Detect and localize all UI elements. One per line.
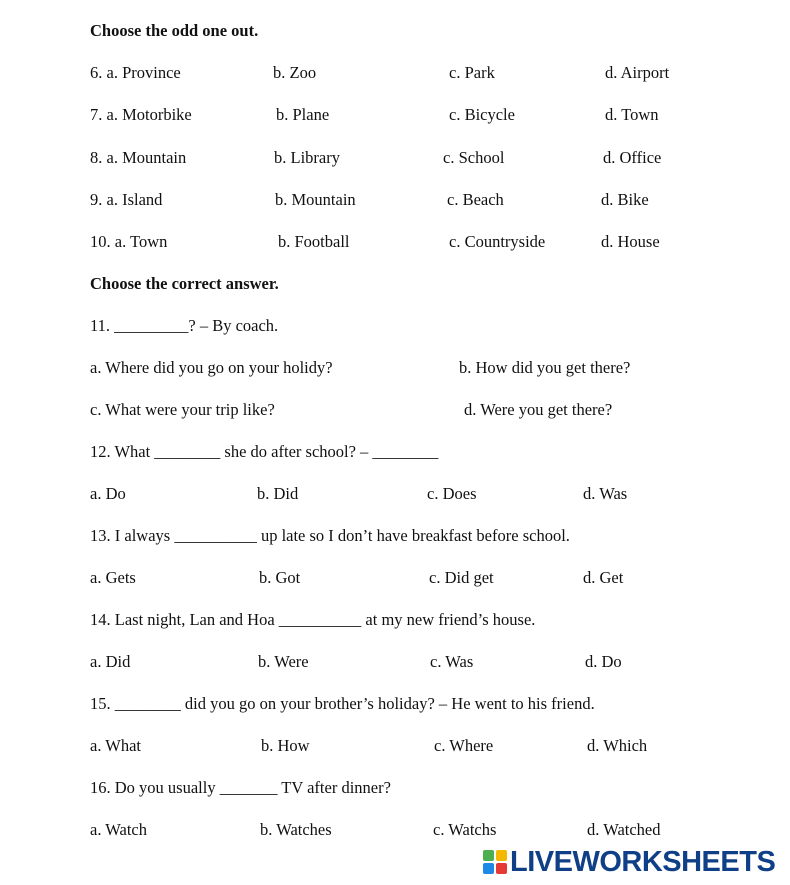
- option-d[interactable]: d. Get: [583, 568, 624, 587]
- option-a[interactable]: a. Gets: [90, 568, 136, 587]
- option-a[interactable]: 9. a. Island: [90, 190, 163, 209]
- option-c[interactable]: c. Did get: [429, 568, 494, 587]
- option-a[interactable]: a. What: [90, 736, 142, 755]
- option-c[interactable]: c. Watchs: [433, 820, 497, 839]
- option-a[interactable]: 6. a. Province: [90, 63, 181, 82]
- option-d[interactable]: d. Office: [603, 148, 662, 167]
- option-b[interactable]: b. How: [261, 736, 310, 755]
- section-heading-odd-one-out: Choose the odd one out.: [90, 21, 259, 40]
- option-d[interactable]: d. Watched: [587, 820, 661, 839]
- option-c[interactable]: c. School: [443, 148, 505, 167]
- option-a[interactable]: a. Did: [90, 652, 131, 671]
- option-d[interactable]: d. Which: [587, 736, 648, 755]
- liveworksheets-watermark: [483, 846, 775, 878]
- option-c[interactable]: c. Beach: [447, 190, 504, 209]
- question-stem: 15. ________ did you go on your brother’s holiday? – He went to his friend.: [90, 694, 595, 713]
- option-d[interactable]: d. House: [601, 232, 660, 251]
- option-c[interactable]: c. Does: [427, 484, 477, 503]
- option-d[interactable]: d. Do: [585, 652, 622, 671]
- option-b[interactable]: b. Got: [259, 568, 301, 587]
- option-b[interactable]: b. Watches: [260, 820, 332, 839]
- question-stem: 11. _________? – By coach.: [90, 316, 279, 335]
- option-d[interactable]: d. Was: [583, 484, 628, 503]
- option-a[interactable]: 8. a. Mountain: [90, 148, 187, 167]
- option-c[interactable]: c. What were your trip like?: [90, 400, 275, 419]
- option-d[interactable]: d. Airport: [605, 63, 670, 82]
- option-b[interactable]: b. Were: [258, 652, 309, 671]
- option-b[interactable]: b. Did: [257, 484, 299, 503]
- option-a[interactable]: 7. a. Motorbike: [90, 105, 192, 124]
- section-heading-correct-answer: Choose the correct answer.: [90, 274, 279, 293]
- question-stem: 12. What ________ she do after school? – ________: [90, 442, 439, 461]
- option-c[interactable]: c. Bicycle: [449, 105, 515, 124]
- option-d[interactable]: d. Town: [605, 105, 659, 124]
- option-a[interactable]: 10. a. Town: [90, 232, 168, 251]
- option-b[interactable]: b. Plane: [276, 105, 330, 124]
- question-stem: 16. Do you usually _______ TV after dinner?: [90, 778, 391, 797]
- option-c[interactable]: c. Park: [449, 63, 495, 82]
- option-b[interactable]: b. Zoo: [273, 63, 317, 82]
- option-c[interactable]: c. Was: [430, 652, 474, 671]
- option-b[interactable]: b. Mountain: [275, 190, 356, 209]
- option-c[interactable]: c. Countryside: [449, 232, 546, 251]
- option-d[interactable]: d. Bike: [601, 190, 649, 209]
- option-a[interactable]: a. Do: [90, 484, 126, 503]
- brand-name: LIVEWORKSHEETS: [510, 845, 776, 878]
- option-b[interactable]: b. Library: [274, 148, 340, 167]
- option-b[interactable]: b. How did you get there?: [459, 358, 631, 377]
- option-a[interactable]: a. Watch: [90, 820, 148, 839]
- option-a[interactable]: a. Where did you go on your holidy?: [90, 358, 333, 377]
- question-stem: 14. Last night, Lan and Hoa __________ at my new friend’s house.: [90, 610, 536, 629]
- option-c[interactable]: c. Where: [434, 736, 494, 755]
- option-d[interactable]: d. Were you get there?: [464, 400, 613, 419]
- question-stem: 13. I always __________ up late so I don’t have breakfast before school.: [90, 526, 570, 545]
- liveworksheets-logo-icon: [483, 850, 507, 874]
- option-b[interactable]: b. Football: [278, 232, 350, 251]
